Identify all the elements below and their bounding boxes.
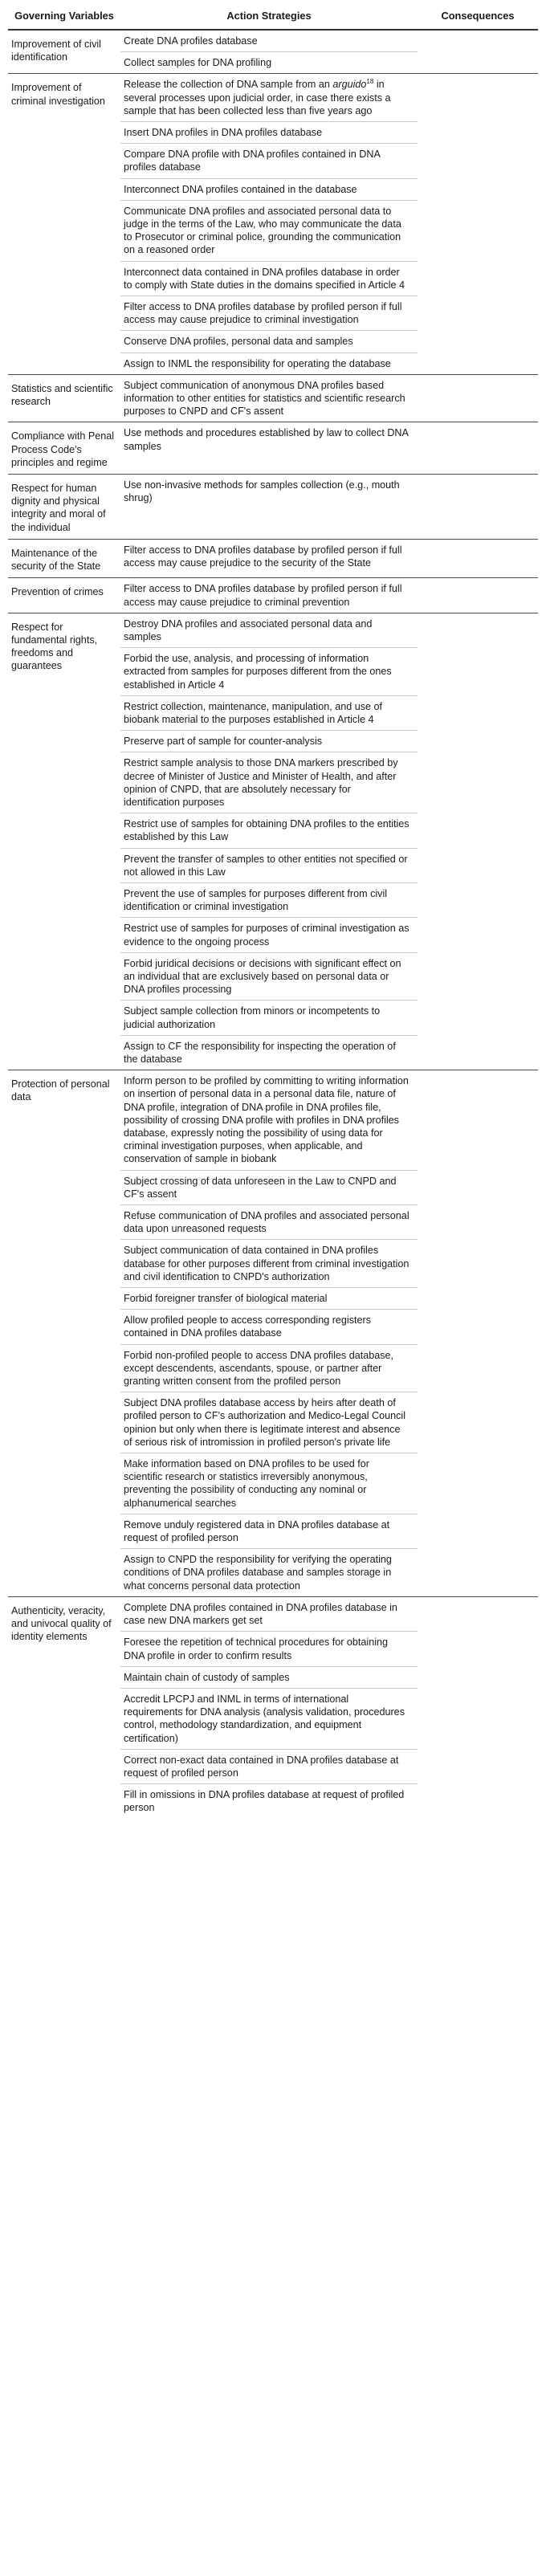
action-strategy-cell: Conserve DNA profiles, personal data and samples xyxy=(120,331,418,353)
action-strategy-cell: Restrict collection, maintenance, manipulation, and use of biobank material to the purposes established in Article 4 xyxy=(120,695,418,730)
action-strategy-cell: Destroy DNA profiles and associated personal data and samples xyxy=(120,613,418,647)
table-group xyxy=(8,1596,538,1818)
table-group xyxy=(8,578,538,613)
table-group xyxy=(8,539,538,577)
governing-variable-cell: Improvement of criminal investigation xyxy=(8,74,120,374)
action-text-sup: 18 xyxy=(366,78,374,86)
header-action-strategies: Action Strategies xyxy=(120,10,418,30)
action-strategy-cell: Subject communication of anonymous DNA profiles based information to other entities for statistics and scientific research purposes to CNPD and CF's assent xyxy=(120,374,418,422)
action-strategy-cell: Insert DNA profiles in DNA profiles database xyxy=(120,122,418,144)
table-header xyxy=(8,10,538,30)
action-strategy-cell: Interconnect DNA profiles contained in the database xyxy=(120,178,418,200)
action-strategy-cell: Fill in omissions in DNA profiles database at request of profiled person xyxy=(124,1789,405,1814)
action-strategy-cell: Assign to INML the responsibility for operating the database xyxy=(124,357,391,369)
action-strategy-cell: Communicate DNA profiles and associated personal data to judge in the terms of the Law, who may communicate the data to Prosecutor or criminal police, grounding the communication on a reasoned order xyxy=(120,200,418,261)
action-strategy-cell: Refuse communication of DNA profiles and associated personal data upon unreasoned requests xyxy=(120,1205,418,1240)
table-group xyxy=(8,475,538,540)
governing-variable-cell: Authenticity, veracity, and univocal quality of identity elements xyxy=(8,1596,120,1818)
governing-variable-cell: Maintenance of the security of the State xyxy=(8,539,120,577)
action-strategy-cell: Forbid juridical decisions or decisions with significant effect on an individual that are exclusively based on personal data or DNA profiles processing xyxy=(120,952,418,1001)
consequence-cell xyxy=(418,475,538,540)
table-row xyxy=(8,1596,538,1631)
header-governing-variables: Governing Variables xyxy=(8,10,120,30)
governing-variable-cell: Statistics and scientific research xyxy=(8,374,120,422)
action-strategy-cell: Forbid the use, analysis, and processing of information extracted from samples for purposes different from the ones established in Article 4 xyxy=(120,648,418,696)
consequence-cell xyxy=(418,74,538,374)
table-row xyxy=(8,74,538,122)
action-strategy-cell: Interconnect data contained in DNA profiles database in order to comply with State duties in the domains specified in Article 4 xyxy=(120,261,418,296)
consequence-cell xyxy=(418,1070,538,1597)
consequence-cell xyxy=(418,613,538,1070)
action-strategy-cell: Forbid foreigner transfer of biological material xyxy=(120,1288,418,1310)
action-strategy-cell: Use non-invasive methods for samples collection (e.g., mouth shrug) xyxy=(120,475,418,540)
governing-variable-cell: Improvement of civil identification xyxy=(11,39,101,63)
table-row xyxy=(8,539,538,577)
action-strategy-cell: Inform person to be profiled by committing to writing information on insertion of personal data in a personal data file, nature of DNA profile, integration of DNA profile in DNA profiles file, possibility of crossing DNA profile with profiles in DNA profiles database, expressly noting the possibility of using data for criminal investigation purposes, when applicable, and conservation of sample in biobank xyxy=(120,1070,418,1170)
action-strategy-cell: Create DNA profiles database xyxy=(120,30,418,52)
consequence-cell xyxy=(418,539,538,577)
action-text-pre: Release the collection of DNA sample from an xyxy=(124,79,333,91)
table-row xyxy=(8,374,538,422)
action-strategy-cell: Restrict use of samples for purposes of criminal investigation as evidence to the ongoing process xyxy=(120,918,418,952)
consequence-cell xyxy=(418,374,538,422)
table-group xyxy=(8,374,538,422)
action-text-em: arguido xyxy=(332,79,367,91)
table-group xyxy=(8,74,538,374)
action-strategy-cell: Compare DNA profile with DNA profiles contained in DNA profiles database xyxy=(120,144,418,178)
action-strategy-cell: Filter access to DNA profiles database by profiled person if full access may cause prejudice to criminal prevention xyxy=(120,578,418,613)
header-consequences: Consequences xyxy=(418,10,538,30)
action-strategy-cell: Restrict use of samples for obtaining DNA profiles to the entities established by this Law xyxy=(120,813,418,848)
action-strategy-cell: Collect samples for DNA profiling xyxy=(124,57,272,69)
consequence-cell xyxy=(418,30,538,74)
action-strategy-cell: Prevent the use of samples for purposes different from civil identification or criminal investigation xyxy=(120,882,418,917)
action-strategy-cell: Subject DNA profiles database access by heirs after death of profiled person to CF's authorization and Medico-Legal Council opinion but only when there is legitimate interest and absence of serious risk of intromission in profiled person's private life xyxy=(120,1392,418,1453)
action-strategy-cell: Assign to CNPD the responsibility for verifying the operating conditions of DNA profiles database and samples storage in what concerns personal data protection xyxy=(124,1554,392,1592)
action-strategy-cell: Prevent the transfer of samples to other entities not specified or not allowed in this Law xyxy=(120,848,418,882)
action-strategy-cell: Filter access to DNA profiles database by profiled person if full access may cause prejudice to the security of the State xyxy=(120,539,418,577)
action-strategy-cell: Correct non-exact data contained in DNA profiles database at request of profiled person xyxy=(120,1749,418,1783)
action-strategy-cell: Use methods and procedures established by law to collect DNA samples xyxy=(120,422,418,475)
table-group xyxy=(8,613,538,1070)
governing-variables-table xyxy=(8,10,538,1819)
consequence-cell xyxy=(418,1596,538,1818)
governing-variable-cell: Compliance with Penal Process Code's principles and regime xyxy=(8,422,120,475)
action-strategy-cell: Subject communication of data contained in DNA profiles database for other purposes different from criminal investigation and civil identification to CNPD's authorization xyxy=(120,1240,418,1288)
table-group xyxy=(8,422,538,475)
consequence-cell xyxy=(418,578,538,613)
action-strategy-cell xyxy=(120,74,418,122)
action-strategy-cell: Subject sample collection from minors or incompetents to judicial authorization xyxy=(120,1001,418,1035)
table-row xyxy=(8,30,538,52)
governing-variable-cell: Protection of personal data xyxy=(8,1070,120,1597)
action-strategy-cell: Remove unduly registered data in DNA profiles database at request of profiled person xyxy=(120,1514,418,1548)
action-strategy-cell: Subject crossing of data unforeseen in the Law to CNPD and CF's assent xyxy=(120,1170,418,1204)
action-strategy-cell: Assign to CF the responsibility for inspecting the operation of the database xyxy=(124,1040,396,1065)
action-strategy-cell: Restrict sample analysis to those DNA markers prescribed by decree of Minister of Justice and Minister of Health, and after opinion of CNPD, that are absolutely necessary for identification purposes xyxy=(120,752,418,813)
table-group xyxy=(8,1070,538,1597)
action-strategy-cell: Maintain chain of custody of samples xyxy=(120,1666,418,1688)
action-text-post: in several processes upon judicial order, in case there exists a sample that has been collected less than five years ago xyxy=(124,79,391,116)
table-row xyxy=(8,475,538,540)
consequence-cell xyxy=(418,422,538,475)
action-strategy-cell: Allow profiled people to access corresponding registers contained in DNA profiles database xyxy=(120,1310,418,1344)
governing-variable-cell: Prevention of crimes xyxy=(8,578,120,613)
table-group xyxy=(8,30,538,74)
action-strategy-cell: Make information based on DNA profiles to be used for scientific research or statistics irreversibly anonymous, preventing the possibility of conducting any nominal or alphanumerical searches xyxy=(120,1453,418,1514)
table-row xyxy=(8,422,538,475)
action-strategy-cell: Preserve part of sample for counter-analysis xyxy=(120,731,418,752)
action-strategy-cell: Accredit LPCPJ and INML in terms of international requirements for DNA analysis (analysis validation, procedures control, methodology standardization, and equipment certification) xyxy=(120,1688,418,1749)
table-row xyxy=(8,1070,538,1170)
table-row xyxy=(8,613,538,647)
action-strategy-cell: Complete DNA profiles contained in DNA profiles database in case new DNA markers get set xyxy=(120,1596,418,1631)
governing-variable-cell: Respect for human dignity and physical integrity and moral of the individual xyxy=(8,475,120,540)
action-strategy-cell: Forbid non-profiled people to access DNA profiles database, except descendents, ascendants, spouse, or partner after granting written consent from the profiled person xyxy=(120,1344,418,1392)
action-strategy-cell: Filter access to DNA profiles database by profiled person if full access may cause prejudice to criminal investigation xyxy=(120,296,418,331)
action-strategy-cell: Foresee the repetition of technical procedures for obtaining DNA profile in order to confirm results xyxy=(120,1632,418,1666)
table-row xyxy=(8,578,538,613)
governing-variable-cell: Respect for fundamental rights, freedoms and guarantees xyxy=(8,613,120,1070)
